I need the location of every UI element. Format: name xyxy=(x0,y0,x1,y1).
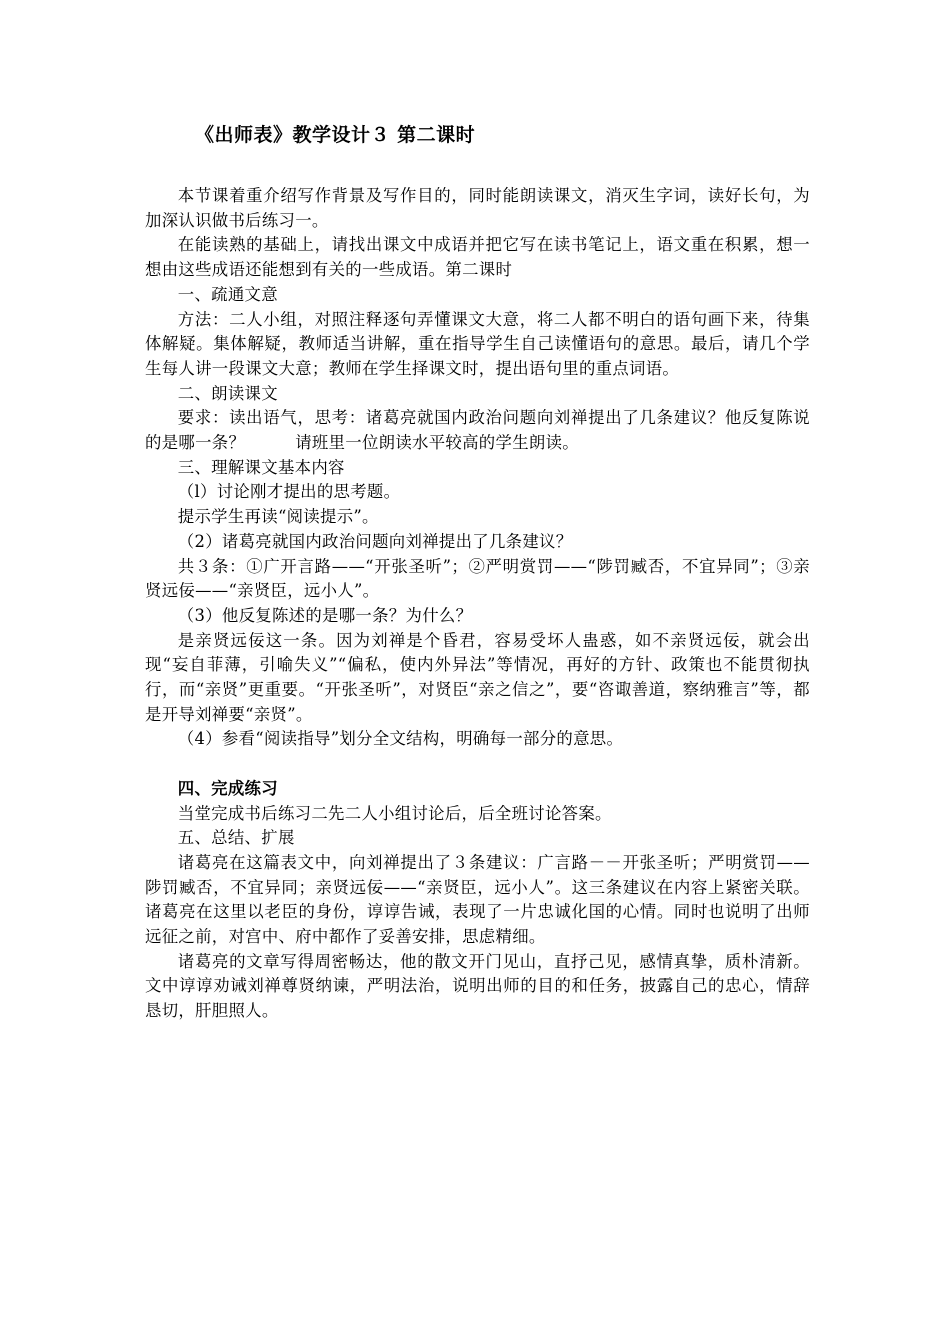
document-title: 《出师表》教学设计３ 第二课时 xyxy=(195,124,476,146)
paragraph-requirement: 要求：读出语气，思考：诸葛亮就国内政治问题向刘禅提出了几条建议？他反复陈说的是哪一条？ 请班里一位朗读水平较高的学生朗读。 xyxy=(145,408,810,453)
heading-section-4: 四、完成练习 xyxy=(177,778,278,798)
paragraph-item-4: （4）参看“阅读指导”划分全文结构，明确每一部分的意思。 xyxy=(177,729,624,749)
paragraph-style: 诸葛亮的文章写得周密畅达，他的散文开门见山，直抒己见，感情真挚，质朴清新。文中谆谆劝诫刘禅尊贤纳谏，严明法治，说明出师的目的和任务，披露自己的忠心，情辞恳切，肝胆照人。 xyxy=(145,951,810,1021)
paragraph-method: 方法：二人小组，对照注释逐句弄懂课文大意，将二人都不明白的语句画下来，待集体解疑。集体解疑，教师适当讲解，重在指导学生自己读懂语句的意思。最后，请几个学生每人讲一段课文大意；教师在学生择课文时，提出语句里的重点词语。 xyxy=(145,309,810,378)
paragraph-exercise: 当堂完成书后练习二先二人小组讨论后，后全班讨论答案。 xyxy=(177,803,612,823)
blank-line xyxy=(145,752,810,777)
paragraph-idioms: 在能读熟的基础上，请找出课文中成语并把它写在读书笔记上，语文重在积累，想一想由这些成语还能想到有关的一些成语。第二课时 xyxy=(145,235,810,280)
paragraph-item-1: （l）讨论刚才提出的思考题。 xyxy=(177,482,401,502)
heading-section-1: 一、疏通文意 xyxy=(177,284,278,304)
heading-section-2: 二、朗读课文 xyxy=(177,383,278,403)
heading-section-5: 五、总结、扩展 xyxy=(177,828,295,848)
paragraph-intro: 本节课着重介绍写作背景及写作目的，同时能朗读课文，消灭生字词，读好长句，为加深认识做书后练习一。 xyxy=(145,186,810,230)
paragraph-answer-3: 是亲贤远佞这一条。因为刘禅是个昏君，容易受坏人蛊惑，如不亲贤远佞，就会出现“妄自菲薄，引喻失义”“偏私，使内外异法”等情况，再好的方针、政策也不能贯彻执行，而“亲贤”更重要。“开张圣听”，对贤臣“亲之信之”，要“咨诹善道，察纳雅言”等，都是开导刘禅要“亲贤”。 xyxy=(145,630,810,724)
paragraph-three-suggestions: 共３条：①广开言路——“开张圣听”；②严明赏罚——“陟罚臧否，不宜异同”；③亲贤远佞——“亲贤臣，远小人”。 xyxy=(145,556,810,601)
paragraph-summary: 诸葛亮在这篇表文中，向刘禅提出了３条建议：广言路－－开张圣听；严明赏罚——陟罚臧否，不宜异同；亲贤远佞——“亲贤臣，远小人”。这三条建议在内容上紧密关联。诸葛亮在这里以老臣的身份，谆谆告诫，表现了一片忠诚化国的心情。同时也说明了出师远征之前，对宫中、府中都作了妥善安排，思虑精细。 xyxy=(145,852,810,947)
paragraph-item-2: （2）诸葛亮就国内政治问题向刘禅提出了几条建议？ xyxy=(177,531,573,551)
paragraph-item-3: （3）他反复陈述的是哪一条？为什么？ xyxy=(177,605,473,625)
document-page xyxy=(145,118,810,1024)
paragraph-hint: 提示学生再读“阅读提示”。 xyxy=(177,507,379,527)
heading-section-3: 三、理解课文基本内容 xyxy=(177,457,345,477)
